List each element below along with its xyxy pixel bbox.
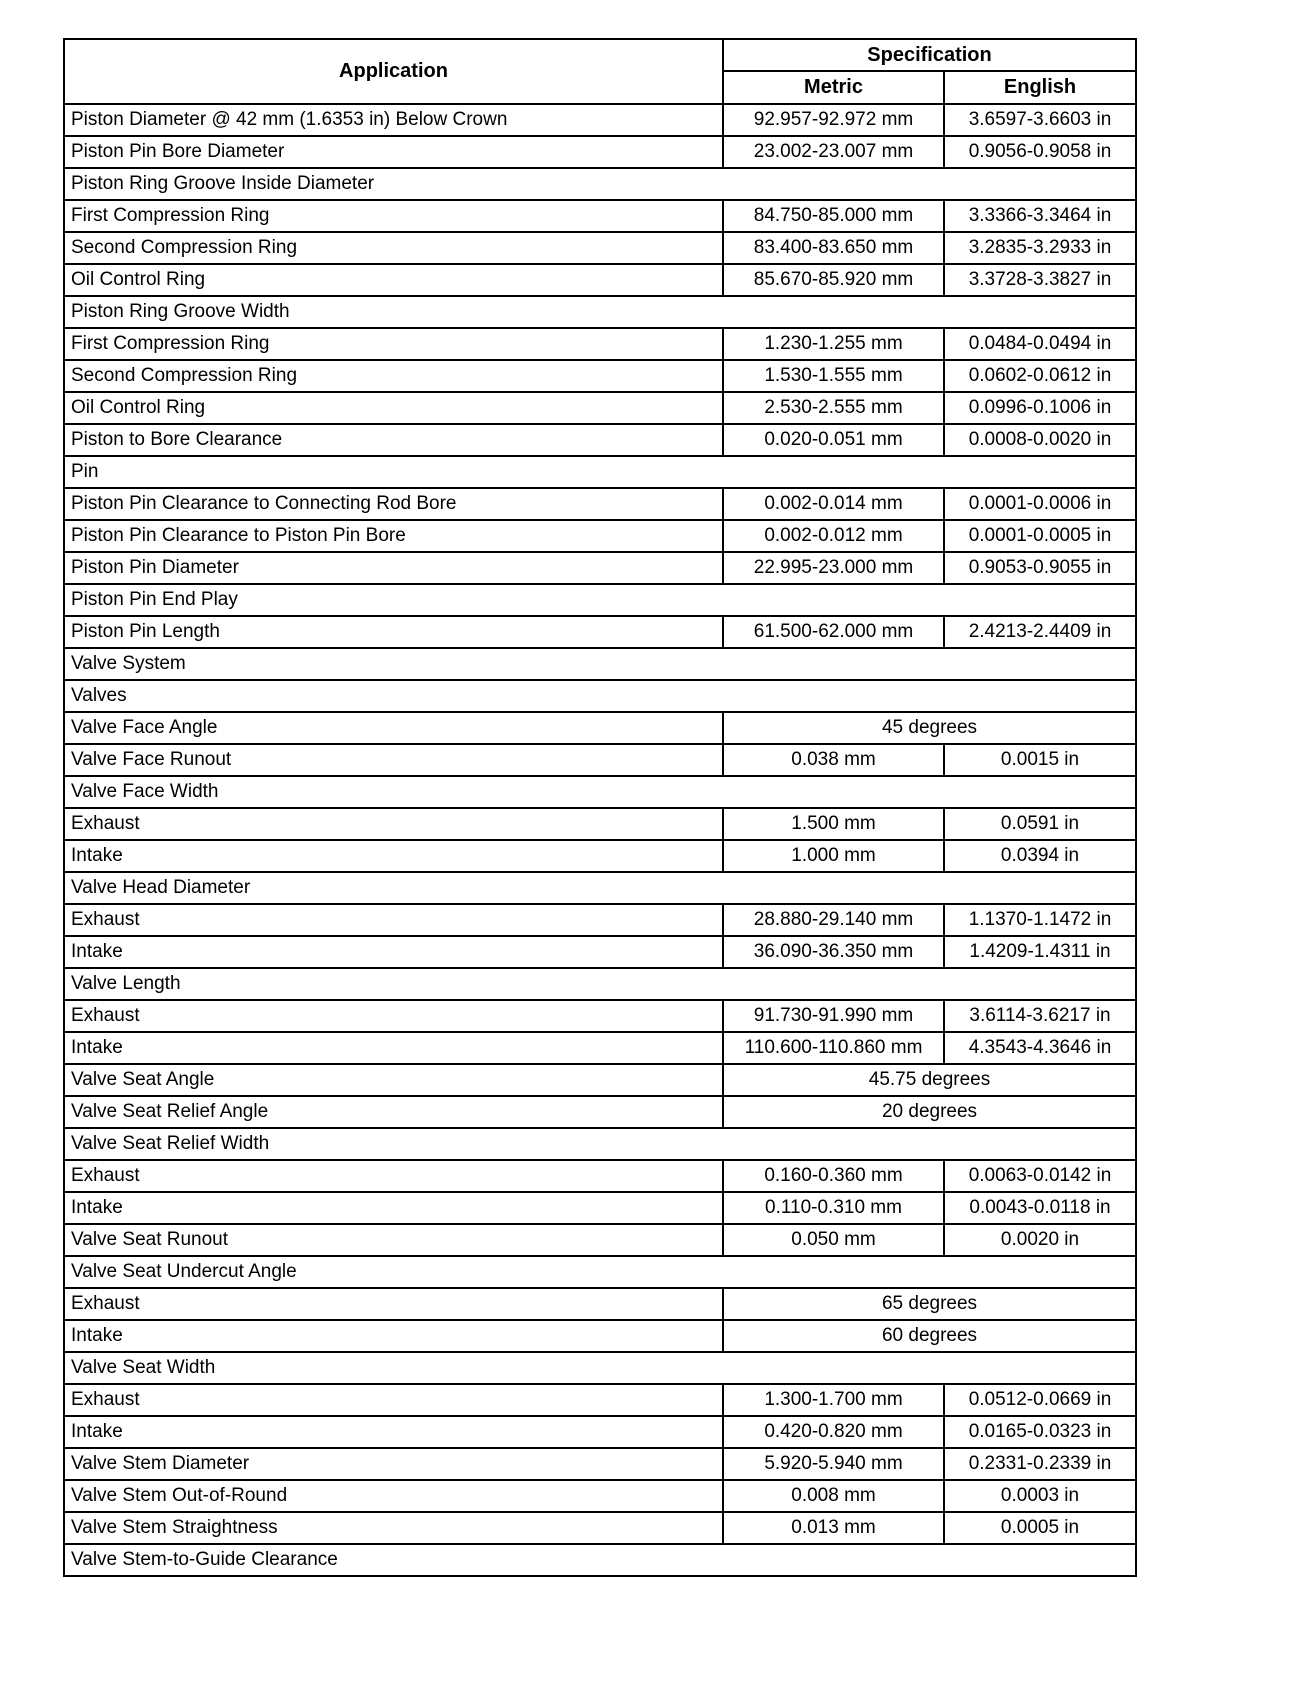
metric-value-cell: 5.920-5.940 mm [723,1448,944,1480]
application-cell: Valve Face Runout [64,744,723,776]
application-cell: Valve Stem Out-of-Round [64,1480,723,1512]
metric-value-cell: 1.530-1.555 mm [723,360,944,392]
application-cell: Oil Control Ring [64,264,723,296]
application-cell: Valve Face Width [64,776,1136,808]
english-value-cell: 0.0001-0.0006 in [944,488,1136,520]
table-row [64,1352,1136,1384]
metric-value-cell: 0.160-0.360 mm [723,1160,944,1192]
application-cell: Piston Ring Groove Inside Diameter [64,168,1136,200]
table-row [64,776,1136,808]
application-cell: Valves [64,680,1136,712]
application-cell: Exhaust [64,904,723,936]
english-value-cell: 1.1370-1.1472 in [944,904,1136,936]
metric-value-cell: 61.500-62.000 mm [723,616,944,648]
header-row [64,39,1136,71]
table-row [64,232,1136,264]
metric-value-cell: 110.600-110.860 mm [723,1032,944,1064]
application-cell: First Compression Ring [64,200,723,232]
english-value-cell: 0.0003 in [944,1480,1136,1512]
application-cell: Piston Pin Length [64,616,723,648]
english-value-cell: 4.3543-4.3646 in [944,1032,1136,1064]
metric-value-cell: 36.090-36.350 mm [723,936,944,968]
combined-value-cell: 60 degrees [723,1320,1136,1352]
application-cell: Intake [64,840,723,872]
table-row [64,1448,1136,1480]
table-row [64,1064,1136,1096]
table-row [64,1192,1136,1224]
table-row [64,840,1136,872]
english-value-cell: 3.2835-3.2933 in [944,232,1136,264]
english-value-cell: 0.0996-0.1006 in [944,392,1136,424]
metric-value-cell: 28.880-29.140 mm [723,904,944,936]
table-row [64,616,1136,648]
english-value-cell: 0.9056-0.9058 in [944,136,1136,168]
application-cell: Piston Ring Groove Width [64,296,1136,328]
metric-value-cell: 2.530-2.555 mm [723,392,944,424]
application-cell: First Compression Ring [64,328,723,360]
application-cell: Valve Seat Relief Width [64,1128,1136,1160]
english-value-cell: 0.0484-0.0494 in [944,328,1136,360]
english-value-cell: 0.0015 in [944,744,1136,776]
application-cell: Valve Face Angle [64,712,723,744]
metric-value-cell: 1.300-1.700 mm [723,1384,944,1416]
english-value-cell: 3.6597-3.6603 in [944,104,1136,136]
table-row [64,712,1136,744]
english-value-cell: 0.0005 in [944,1512,1136,1544]
metric-value-cell: 91.730-91.990 mm [723,1000,944,1032]
english-value-cell: 0.0602-0.0612 in [944,360,1136,392]
table-row [64,1480,1136,1512]
english-value-cell: 1.4209-1.4311 in [944,936,1136,968]
table-row [64,1256,1136,1288]
table-row [64,424,1136,456]
application-cell: Valve Seat Angle [64,1064,723,1096]
english-header: English [944,71,1136,104]
table-row [64,1160,1136,1192]
application-cell: Second Compression Ring [64,232,723,264]
table-row [64,904,1136,936]
english-value-cell: 0.0063-0.0142 in [944,1160,1136,1192]
english-value-cell: 0.0001-0.0005 in [944,520,1136,552]
application-header: Application [64,39,723,104]
application-cell: Oil Control Ring [64,392,723,424]
table-row [64,584,1136,616]
metric-value-cell: 0.420-0.820 mm [723,1416,944,1448]
table-row [64,136,1136,168]
table-row [64,1288,1136,1320]
english-value-cell: 0.0591 in [944,808,1136,840]
application-cell: Valve Seat Undercut Angle [64,1256,1136,1288]
english-value-cell: 0.0020 in [944,1224,1136,1256]
metric-value-cell: 0.020-0.051 mm [723,424,944,456]
application-cell: Intake [64,1416,723,1448]
table-row [64,1032,1136,1064]
table-row [64,168,1136,200]
table-row [64,680,1136,712]
application-cell: Piston Pin End Play [64,584,1136,616]
table-row [64,936,1136,968]
application-cell: Valve Seat Relief Angle [64,1096,723,1128]
table-row [64,1320,1136,1352]
application-cell: Valve Seat Width [64,1352,1136,1384]
metric-value-cell: 1.500 mm [723,808,944,840]
application-cell: Intake [64,1032,723,1064]
application-cell: Intake [64,1320,723,1352]
table-row [64,520,1136,552]
metric-value-cell: 22.995-23.000 mm [723,552,944,584]
application-cell: Valve Stem Straightness [64,1512,723,1544]
specification-rows [64,104,1136,1576]
application-cell: Valve System [64,648,1136,680]
table-row [64,360,1136,392]
metric-value-cell: 1.000 mm [723,840,944,872]
table-row [64,744,1136,776]
combined-value-cell: 20 degrees [723,1096,1136,1128]
table-row [64,968,1136,1000]
table-row [64,872,1136,904]
metric-value-cell: 83.400-83.650 mm [723,232,944,264]
table-row [64,808,1136,840]
table-row [64,1096,1136,1128]
application-cell: Pin [64,456,1136,488]
application-cell: Valve Stem Diameter [64,1448,723,1480]
table-row [64,328,1136,360]
metric-value-cell: 23.002-23.007 mm [723,136,944,168]
combined-value-cell: 45 degrees [723,712,1136,744]
application-cell: Piston Pin Bore Diameter [64,136,723,168]
application-cell: Piston Pin Diameter [64,552,723,584]
table-row [64,264,1136,296]
table-row [64,1128,1136,1160]
english-value-cell: 0.0043-0.0118 in [944,1192,1136,1224]
metric-value-cell: 92.957-92.972 mm [723,104,944,136]
table-row [64,1544,1136,1576]
english-value-cell: 3.3728-3.3827 in [944,264,1136,296]
english-value-cell: 2.4213-2.4409 in [944,616,1136,648]
application-cell: Intake [64,1192,723,1224]
english-value-cell: 0.0165-0.0323 in [944,1416,1136,1448]
metric-header: Metric [723,71,944,104]
table-row [64,1416,1136,1448]
english-value-cell: 0.0512-0.0669 in [944,1384,1136,1416]
metric-value-cell: 0.050 mm [723,1224,944,1256]
metric-value-cell: 1.230-1.255 mm [723,328,944,360]
metric-value-cell: 84.750-85.000 mm [723,200,944,232]
table-row [64,1384,1136,1416]
metric-value-cell: 0.008 mm [723,1480,944,1512]
application-cell: Piston Diameter @ 42 mm (1.6353 in) Below Crown [64,104,723,136]
specification-header: Specification [723,39,1136,71]
english-value-cell: 0.0394 in [944,840,1136,872]
table-row [64,552,1136,584]
application-cell: Exhaust [64,1000,723,1032]
table-row [64,296,1136,328]
english-value-cell: 0.0008-0.0020 in [944,424,1136,456]
section-row [64,648,1136,680]
application-cell: Intake [64,936,723,968]
table-row [64,1000,1136,1032]
table-row [64,488,1136,520]
application-cell: Valve Length [64,968,1136,1000]
application-cell: Exhaust [64,1288,723,1320]
application-cell: Piston Pin Clearance to Piston Pin Bore [64,520,723,552]
application-cell: Valve Head Diameter [64,872,1136,904]
metric-value-cell: 0.002-0.014 mm [723,488,944,520]
application-cell: Exhaust [64,1384,723,1416]
table-row [64,104,1136,136]
application-cell: Valve Seat Runout [64,1224,723,1256]
application-cell: Exhaust [64,808,723,840]
combined-value-cell: 45.75 degrees [723,1064,1136,1096]
table-row [64,456,1136,488]
application-cell: Second Compression Ring [64,360,723,392]
table-row [64,1224,1136,1256]
table-row [64,200,1136,232]
application-cell: Valve Stem-to-Guide Clearance [64,1544,1136,1576]
application-cell: Exhaust [64,1160,723,1192]
application-cell: Piston Pin Clearance to Connecting Rod Bore [64,488,723,520]
table-row [64,1512,1136,1544]
combined-value-cell: 65 degrees [723,1288,1136,1320]
metric-value-cell: 0.013 mm [723,1512,944,1544]
english-value-cell: 0.9053-0.9055 in [944,552,1136,584]
metric-value-cell: 0.002-0.012 mm [723,520,944,552]
table-row [64,392,1136,424]
metric-value-cell: 0.038 mm [723,744,944,776]
english-value-cell: 3.6114-3.6217 in [944,1000,1136,1032]
specification-table [63,38,1137,1577]
application-cell: Piston to Bore Clearance [64,424,723,456]
metric-value-cell: 85.670-85.920 mm [723,264,944,296]
english-value-cell: 3.3366-3.3464 in [944,200,1136,232]
metric-value-cell: 0.110-0.310 mm [723,1192,944,1224]
english-value-cell: 0.2331-0.2339 in [944,1448,1136,1480]
